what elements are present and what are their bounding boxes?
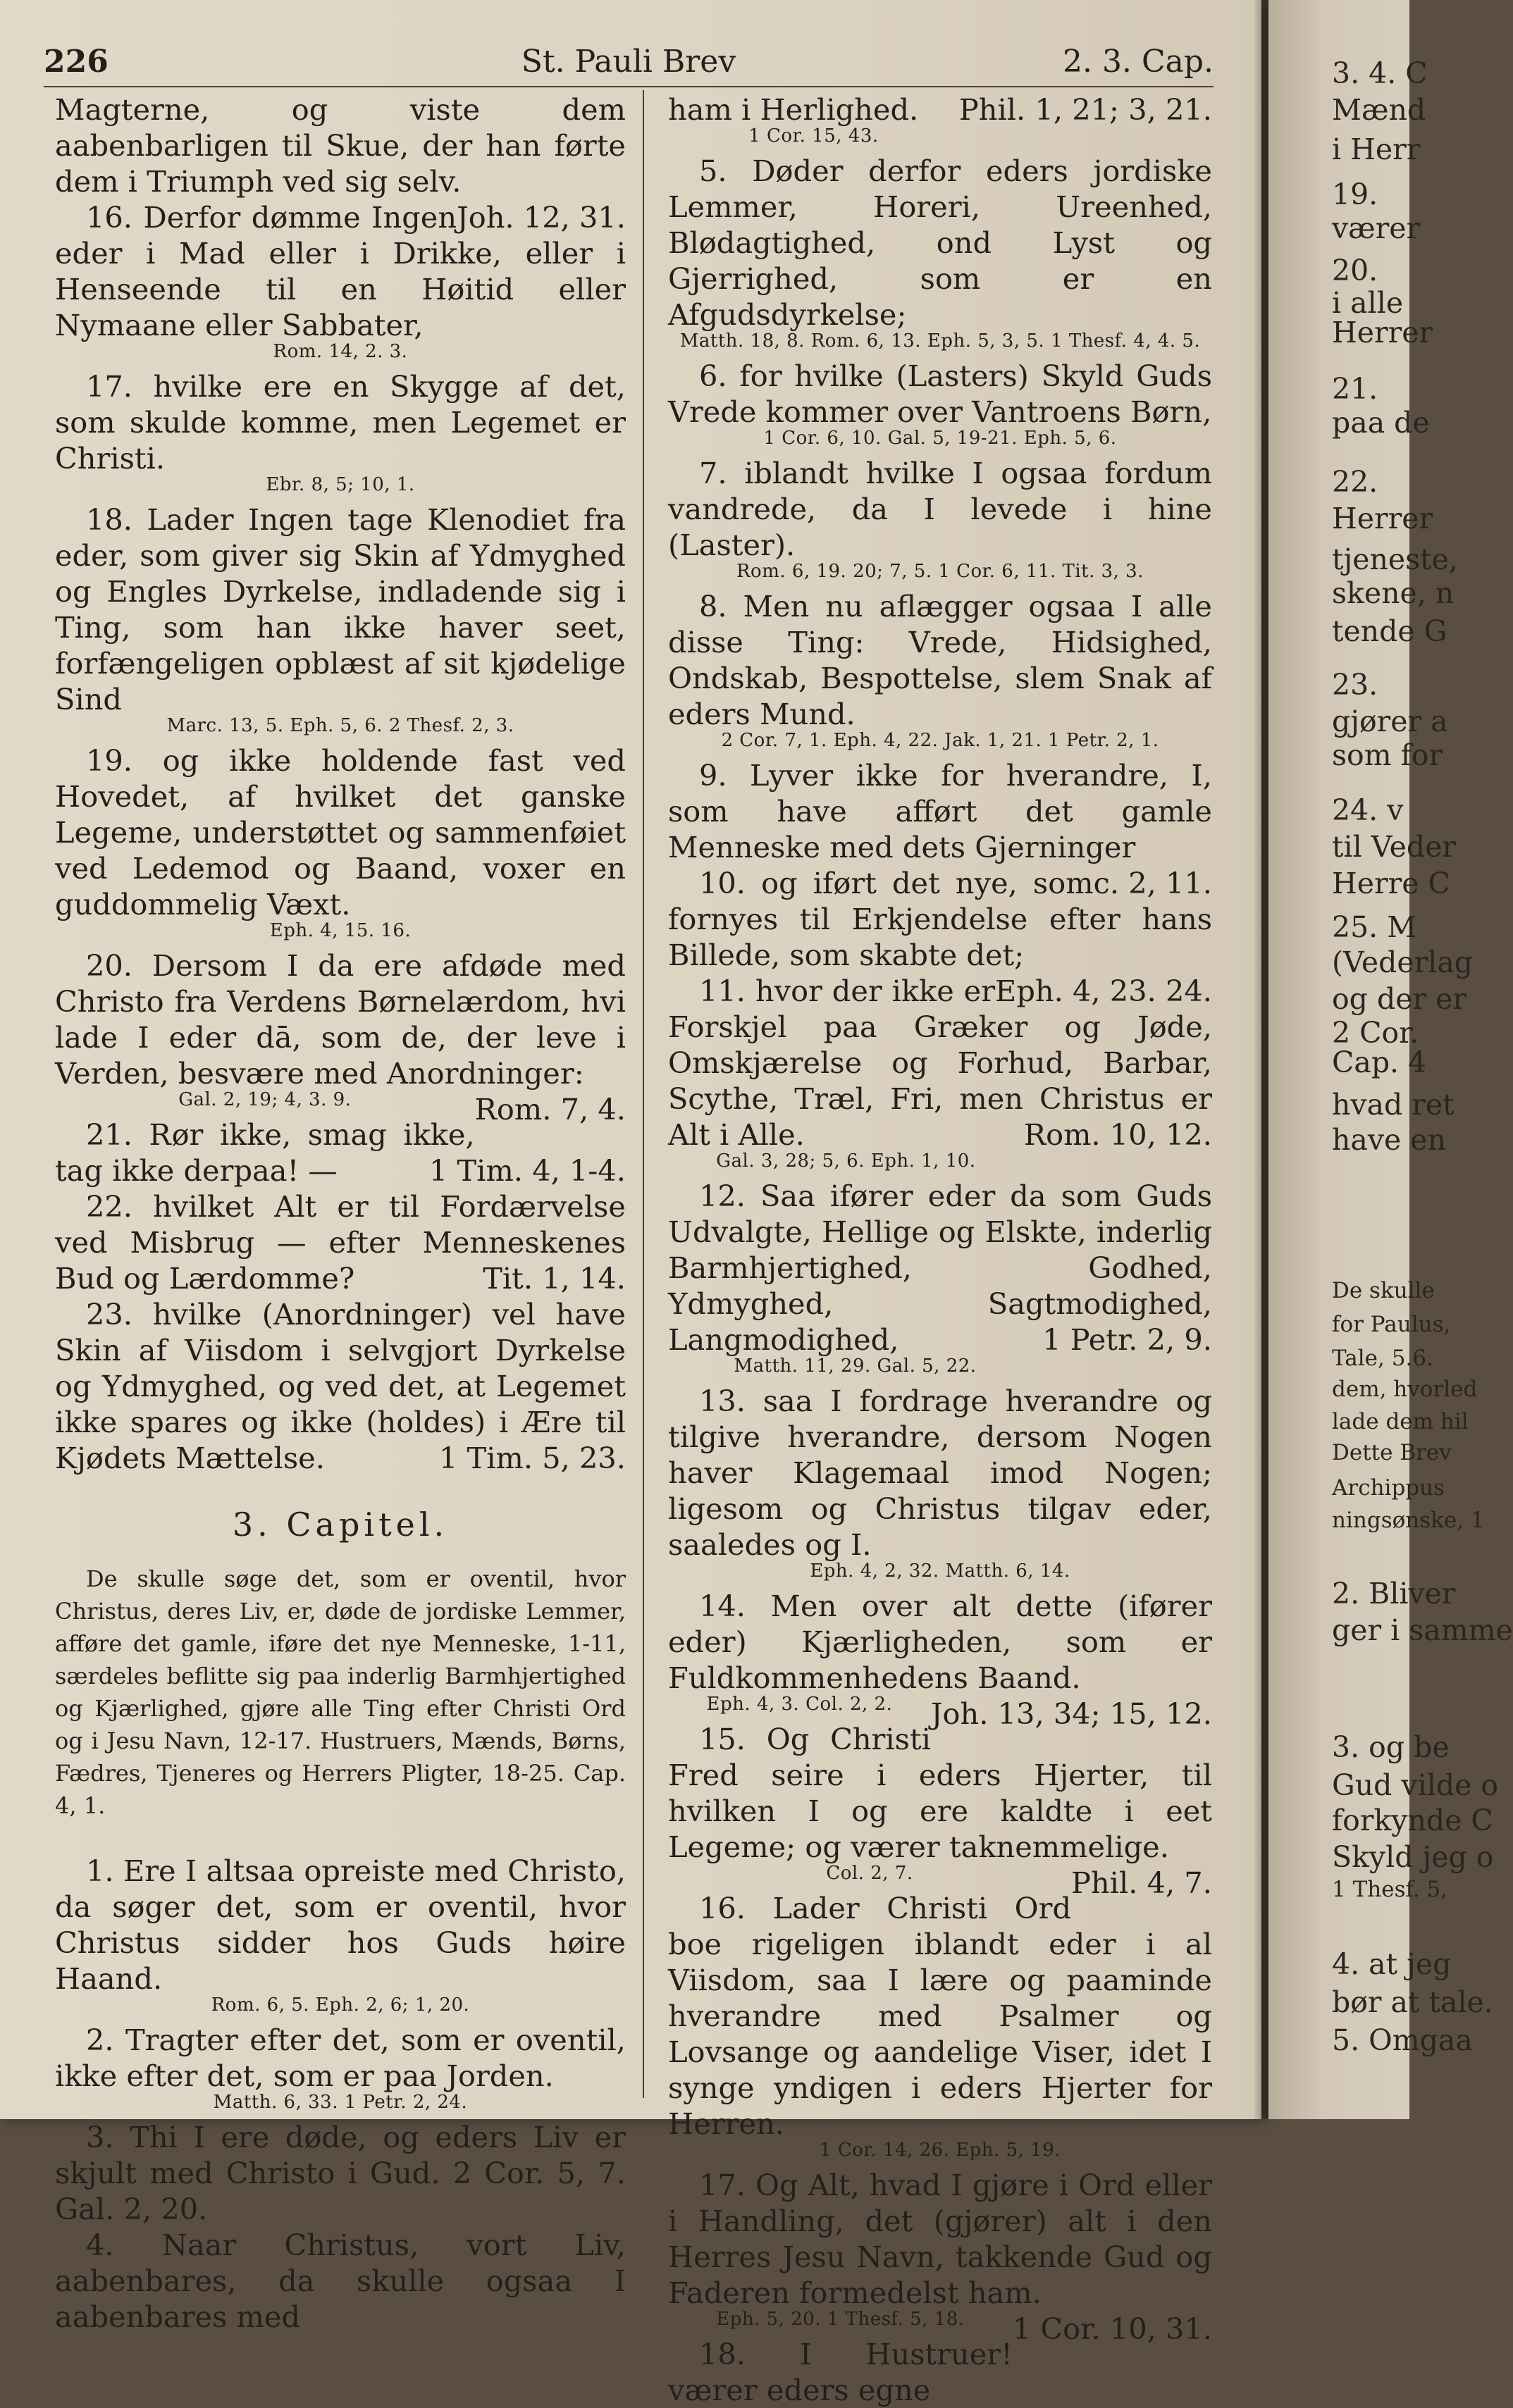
chapter-heading: [55, 1507, 626, 1543]
page-number: 226: [44, 44, 109, 80]
adjacent-page-line: 21.: [1332, 372, 1378, 406]
adjacent-page-line: bør at tale.: [1332, 1985, 1493, 2019]
verse: [55, 2227, 626, 2335]
verse-text: Col. 2, 7.: [826, 1863, 913, 1884]
verse-text: 18. I Hustruer! værer eders egne: [668, 2337, 1013, 2407]
adjacent-page-line: ningsønske, 1: [1332, 1508, 1485, 1533]
verse-text: Rom. 6, 19. 20; 7, 5. 1 Cor. 6, 11. Tit. 3, 3.: [736, 561, 1144, 582]
verse-text: 16. Derfor dømme Ingen eder i Mad eller i Drikke, eller i Henseende til en Høitid eller Nymaane eller Sabbater,: [55, 200, 626, 342]
verse-text: 17. hvilke ere en Skygge af det, som skulde komme, men Legemet er Christi.: [55, 369, 626, 476]
adjacent-page-line: 22.: [1332, 465, 1378, 499]
cross-reference: [668, 2139, 1212, 2161]
adjacent-page-line: til Veder: [1332, 830, 1456, 864]
verse: [55, 502, 626, 717]
verse-text: 18. Lader Ingen tage Klenodiet fra eder, som giver sig Skin af Ydmyghed og Engles Dyrkelse, indladende sig i Ting, som han ikke haver seet, forfængeligen opblæst af sit kjødelige Sind: [55, 502, 626, 716]
verse-text: 1 Cor. 6, 10. Gal. 5, 19-21. Eph. 5, 6.: [763, 428, 1117, 449]
verse-text: Gal. 2, 19; 4, 3. 9.: [178, 1089, 352, 1110]
adjacent-page-line: som for: [1332, 738, 1443, 772]
chapter-summary: [55, 1563, 626, 1822]
adjacent-page-line: og der er: [1332, 982, 1466, 1016]
verse-text: 3. Thi I ere døde, og eders Liv er skjult med Christo i Gud. 2 Cor. 5, 7. Gal. 2, 20.: [55, 2120, 626, 2226]
adjacent-page-line: 20.: [1332, 254, 1378, 287]
adjacent-page-line: Tale, 5.6.: [1332, 1346, 1433, 1371]
cross-reference: [668, 1150, 1212, 1172]
verse: [668, 1178, 1212, 1358]
verse-reference: Rom. 7, 4.: [474, 1092, 626, 1127]
verse-reference: 1 Tim. 4, 1-4.: [428, 1153, 626, 1188]
running-head: [44, 44, 1214, 86]
verse: [55, 1117, 626, 1189]
verse: [668, 1383, 1212, 1563]
adjacent-page-line: Herrer: [1332, 316, 1433, 349]
verse-text: 19. og ikke holdende fast ved Hovedet, af hvilket det ganske Legeme, understøttet og sammenføiet ved Ledemod og Baand, voxer en guddommelig Væxt.: [55, 743, 626, 921]
verse-text: 20. Dersom I da ere afdøde med Christo fra Verdens Børnelærdom, hvi lade I eder dā, som de, der leve i Verden, besvære med Anordninger:: [55, 948, 626, 1091]
verse-continuation: [668, 92, 1212, 128]
verse-reference: c. 2, 11.: [1093, 866, 1212, 900]
verse-text: 8. Men nu aflægger ogsaa I alle disse Ting: Vrede, Hidsighed, Ondskab, Bespottelse, slem Snak af eders Mund.: [668, 589, 1212, 731]
adjacent-page-line: 19.: [1332, 178, 1378, 211]
cross-reference: [55, 919, 626, 942]
verse-text: 1. Ere I altsaa opreiste med Christo, da søger det, som er oventil, hvor Christus sidder hos Guds høire Haand.: [55, 1854, 626, 1996]
verse: [55, 1189, 626, 1296]
verse-reference: Tit. 1, 14.: [483, 1261, 626, 1296]
adjacent-page-line: 3. og be: [1332, 1730, 1450, 1764]
cross-reference: [668, 125, 1212, 147]
cross-reference: [55, 340, 626, 363]
chapter-reference: 2. 3. Cap.: [1063, 44, 1214, 80]
adjacent-page-line: ger i samme: [1332, 1613, 1513, 1647]
left-column: [55, 92, 626, 2335]
verse-text: Rom. 6, 5. Eph. 2, 6; 1, 20.: [211, 1994, 470, 2016]
verse-text: 16. Lader Christi Ord boe rigeligen iblandt eder i al Viisdom, saa I lære og paaminde hverandre med Psalmer og Lovsange og aandelige Viser, idet I synge yndigen i eders Hjerter for Herren.: [668, 1891, 1212, 2141]
adjacent-page-line: skene, n: [1332, 576, 1455, 610]
verse-text: Matth. 18, 8. Rom. 6, 13. Eph. 5, 3, 5. 1 Thesf. 4, 4. 5.: [679, 330, 1201, 352]
verse: [668, 1890, 1212, 2142]
verse: [55, 1296, 626, 1476]
page-title: St. Pauli Brev: [521, 44, 736, 80]
adjacent-page-line: 5. Omgaa: [1332, 2023, 1473, 2057]
verse-reference: Joh. 13, 34; 15, 12.: [930, 1696, 1212, 1731]
verse: [55, 368, 626, 476]
header-rule: [44, 86, 1214, 87]
adjacent-page-line: i alle: [1332, 286, 1404, 320]
cross-reference: [668, 330, 1212, 352]
verse-text: De skulle søge det, som er oventil, hvor Christus, deres Liv, er, døde de jordiske Lemmer, afføre det gamle, iføre det nye Menneske, 1-11, særdeles beflitte sig paa inderlig Barmhjertighed og Kjærlighed, gjøre alle Ting efter Christi Ord og i Jesu Navn, 12-17. Hustruers, Mænds, Børns, Fædres, Tjeneres og Herrers Pligter, 18-25. Cap. 4, 1.: [55, 1565, 626, 1819]
verse-text: 3. Capitel.: [232, 1506, 449, 1544]
verse: [668, 358, 1212, 430]
verse-text: Marc. 13, 5. Eph. 5, 6. 2 Thesf. 2, 3.: [166, 715, 514, 736]
cross-reference: [55, 1994, 626, 2016]
verse: [668, 757, 1212, 900]
cross-reference: [55, 473, 626, 496]
verse-reference: 1 Cor. 10, 31.: [1012, 2311, 1212, 2346]
cross-reference: [668, 1355, 1212, 1377]
adjacent-page-line: 1 Thesf. 5,: [1332, 1877, 1448, 1902]
verse-text: 6. for hvilke (Lasters) Skyld Guds Vrede kommer over Vantroens Børn,: [668, 359, 1212, 429]
verse: [55, 743, 626, 922]
verse: [55, 2119, 626, 2227]
adjacent-page-line: paa de: [1332, 406, 1430, 440]
verse-text: 21. Rør ikke, smag ikke, tag ikke derpaa! —: [55, 1117, 475, 1188]
verse-text: 5. Døder derfor eders jordiske Lemmer, Horeri, Ureenhed, Blødagtighed, ond Lyst og Gjerrighed, som er en Afgudsdyrkelse;: [668, 154, 1212, 332]
cross-reference: [668, 427, 1212, 449]
adjacent-page-line: (Vederlag: [1332, 945, 1474, 979]
adjacent-page-line: De skulle: [1332, 1278, 1435, 1303]
adjacent-page-line: tende G: [1332, 614, 1447, 648]
verse-text: 10. og iført det nye, som fornyes til Erkjendelse efter hans Billede, som skabte det;: [668, 866, 1212, 972]
verse: [668, 455, 1212, 563]
verse-text: 1 Cor. 15, 43.: [748, 125, 879, 147]
verse-text: 2. Tragter efter det, som er oventil, ikke efter det, som er paa Jorden.: [55, 2023, 626, 2093]
cross-reference: [55, 714, 626, 737]
verse-text: Rom. 14, 2. 3.: [273, 341, 408, 362]
verse-text: 15. Og Christi Fred seire i eders Hjerter, til hvilken I og ere kaldte i eet Legeme; og værer taknemmelige.: [668, 1722, 1212, 1864]
verse: [668, 153, 1212, 333]
adjacent-page-line: Herre C: [1332, 867, 1450, 900]
adjacent-page-line: gjører a: [1332, 705, 1448, 738]
verse-text: 2 Cor. 7, 1. Eph. 4, 22. Jak. 1, 21. 1 Petr. 2, 1.: [721, 730, 1159, 751]
verse-reference: Phil. 4, 7.: [1071, 1866, 1212, 1900]
verse-text: Eph. 5, 20. 1 Thesf. 5, 18.: [716, 2309, 965, 2330]
verse-text: Eph. 4, 3. Col. 2, 2.: [706, 1694, 893, 1715]
right-column: [668, 92, 1212, 2408]
adjacent-page-line: Cap. 4: [1332, 1045, 1427, 1079]
verse-text: 12. Saa ifører eder da som Guds Udvalgte, Hellige og Elskte, inderlig Barmhjertighed, Godhed, Ydmyghed, Sagtmodighed, Langmodighed,: [668, 1179, 1212, 1357]
verse-text: 1 Cor. 14, 26. Eph. 5, 19.: [820, 2140, 1061, 2161]
adjacent-page-line: 3. 4. C: [1332, 56, 1428, 90]
adjacent-page-line: 2 Cor.: [1332, 1016, 1419, 1050]
verse-text: 9. Lyver ikke for hverandre, I, som have afført det gamle Menneske med dets Gjerninger: [668, 758, 1212, 864]
verse-text: 4. Naar Christus, vort Liv, aabenbares, da skulle ogsaa I aabenbares med: [55, 2228, 626, 2334]
verse-text: 7. iblandt hvilke I ogsaa fordum vandrede, da I levede i hine (Laster).: [668, 456, 1212, 562]
verse-text: Gal. 3, 28; 5, 6. Eph. 1, 10.: [716, 1150, 976, 1172]
adjacent-page-line: 4. at jeg: [1332, 1947, 1452, 1981]
adjacent-page-line: lade dem hil: [1332, 1409, 1469, 1434]
adjacent-page-line: forkynde C: [1332, 1804, 1493, 1837]
adjacent-page-line: Skyld jeg o: [1332, 1840, 1494, 1874]
verse-reference: Phil. 1, 21; 3, 21.: [958, 92, 1212, 127]
adjacent-page-line: tjeneste,: [1332, 542, 1458, 576]
verse: [55, 1853, 626, 1997]
adjacent-page-line: hvad ret: [1332, 1088, 1455, 1122]
adjacent-page-line: for Paulus,: [1332, 1312, 1451, 1337]
cross-reference: [668, 1560, 1212, 1582]
adjacent-page-line: Dette Brev: [1332, 1440, 1452, 1465]
adjacent-page-line: 2. Bliver: [1332, 1577, 1456, 1610]
verse-reference: 1 Tim. 5, 23.: [438, 1441, 626, 1475]
column-divider: [643, 90, 644, 2098]
adjacent-page-line: værer: [1332, 211, 1421, 245]
verse-text: 11. hvor der ikke er Forskjel paa Græker og Jøde, Omskjærelse og Forhud, Barbar, Scythe, Træl, Fri, men Christus er Alt i Alle.: [668, 974, 1212, 1152]
adjacent-page-line: Gud vilde o: [1332, 1768, 1499, 1802]
verse: [668, 588, 1212, 732]
verse: [55, 2022, 626, 2094]
verse: [668, 2336, 1212, 2408]
verse-text: 22. hvilket Alt er til Fordærvelse ved Misbrug — efter Menneskenes Bud og Lærdomme?: [55, 1189, 626, 1296]
verse-text: Matth. 11, 29. Gal. 5, 22.: [734, 1355, 977, 1377]
adjacent-page-line: dem, hvorled: [1332, 1377, 1478, 1402]
verse-reference: Eph. 4, 23. 24.: [995, 974, 1212, 1008]
adjacent-page-line: 24. v: [1332, 793, 1404, 827]
verse-reference: Rom. 10, 12.: [1023, 1117, 1212, 1152]
cross-reference: [55, 2091, 626, 2114]
adjacent-page-line: 25. M: [1332, 910, 1417, 944]
verse-text: Magterne, og viste dem aabenbarligen til Skue, der han førte dem i Triumph ved sig selv.: [55, 92, 626, 199]
adjacent-page-line: have en: [1332, 1123, 1446, 1157]
verse-continuation: [55, 92, 626, 235]
adjacent-page-line: Mænd: [1332, 93, 1426, 127]
verse-text: 23. hvilke (Anordninger) vel have Skin af Viisdom i selvgjort Dyrkelse og Ydmyghed, og ved det, at Legemet ikke spares og ikke (holdes) i Ære til Kjødets Mættelse.: [55, 1297, 626, 1475]
verse-text: Ebr. 8, 5; 10, 1.: [266, 474, 415, 495]
verse-text: 14. Men over alt dette (ifører eder) Kjærligheden, som er Fuldkommenhedens Baand.: [668, 1589, 1212, 1695]
verse-text: 17. Og Alt, hvad I gjøre i Ord eller i Handling, det (gjører) alt i den Herres Jesu Navn, takkende Gud og Faderen formedelst ham.: [668, 2168, 1212, 2310]
adjacent-page-line: i Herr: [1332, 132, 1421, 166]
verse-text: Matth. 6, 33. 1 Petr. 2, 24.: [213, 2092, 468, 2113]
cross-reference: [668, 560, 1212, 583]
cross-reference: [668, 729, 1212, 752]
verse-text: 13. saa I fordrage hverandre og tilgive hverandre, dersom Nogen haver Klagemaal imod Nogen; ligesom og Christus tilgav eder, saaledes og I.: [668, 1384, 1212, 1562]
adjacent-page-line: 23.: [1332, 668, 1378, 702]
adjacent-page-line: Archippus: [1332, 1475, 1445, 1501]
verse-text: ham i Herlighed.: [668, 92, 919, 127]
verse-text: Eph. 4, 15. 16.: [269, 920, 412, 941]
verse-reference: Joh. 12, 31.: [457, 200, 626, 235]
verse-reference: 1 Petr. 2, 9.: [1042, 1322, 1212, 1357]
adjacent-page-line: Herrer: [1332, 502, 1433, 535]
verse-text: Eph. 4, 2, 32. Matth. 6, 14.: [810, 1560, 1070, 1582]
